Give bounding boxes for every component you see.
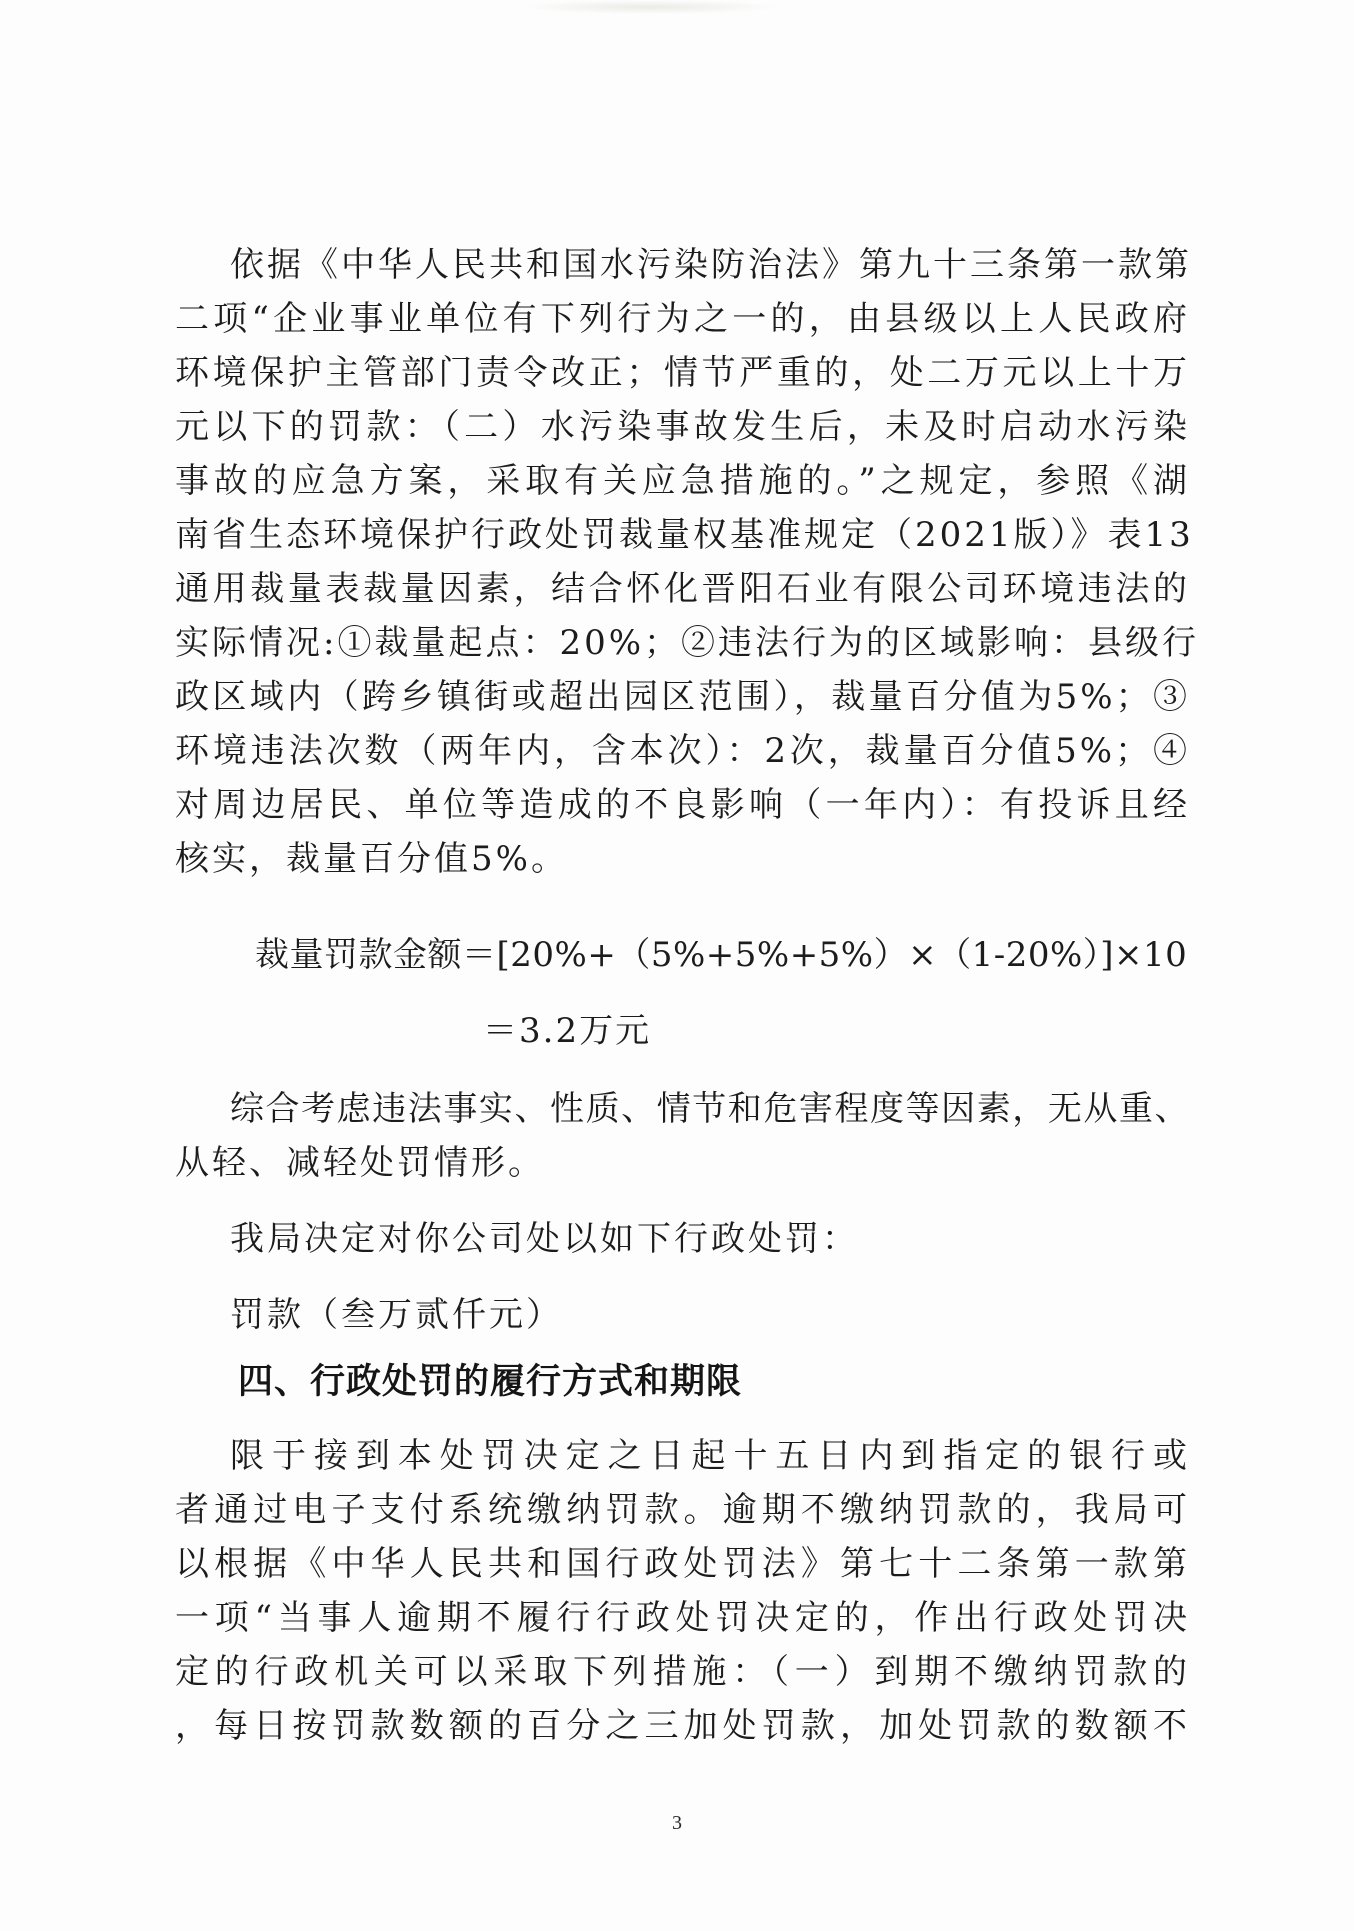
- paragraph-3-line-2: 者通过电子支付系统缴纳罚款。逾期不缴纳罚款的，我局可: [175, 1490, 1190, 1530]
- paragraph-1-line-12: 核实，裁量百分值5%。: [175, 839, 568, 879]
- section-4-heading: 四、行政处罚的履行方式和期限: [238, 1362, 743, 1402]
- decision-intro: 我局决定对你公司处以如下行政处罚：: [230, 1219, 859, 1259]
- penalty-line: 罚款（叁万贰仟元）: [230, 1295, 563, 1335]
- page-number: 3: [672, 1812, 682, 1834]
- paragraph-3-line-4: 一项“当事人逾期不履行行政处罚决定的，作出行政处罚决: [175, 1598, 1190, 1638]
- paragraph-1-line-4: 元以下的罚款：（二）水污染事故发生后，未及时启动水污染: [175, 407, 1190, 447]
- paragraph-3-line-1: 限于接到本处罚决定之日起十五日内到指定的银行或: [230, 1436, 1190, 1476]
- paragraph-1-line-10: 环境违法次数（两年内，含本次）：2次，裁量百分值5%；④: [175, 731, 1190, 771]
- paragraph-1-line-1: 依据《中华人民共和国水污染防治法》第九十三条第一款第: [230, 245, 1192, 285]
- paragraph-3-line-3: 以根据《中华人民共和国行政处罚法》第七十二条第一款第: [175, 1544, 1190, 1584]
- paragraph-1-line-2: 二项“企业事业单位有下列行为之一的，由县级以上人民政府: [175, 299, 1190, 339]
- paragraph-3-line-5: 定的行政机关可以采取下列措施：（一）到期不缴纳罚款的: [175, 1652, 1190, 1692]
- paragraph-3-line-6: ，每日按罚款数额的百分之三加处罚款，加处罚款的数额不: [175, 1706, 1190, 1746]
- paragraph-1-line-6: 南省生态环境保护行政处罚裁量权基准规定（2021版）》表13: [175, 515, 1194, 555]
- paragraph-1-line-9: 政区域内（跨乡镇街或超出园区范围），裁量百分值为5%；③: [175, 677, 1190, 717]
- paragraph-2-line-1: 综合考虑违法事实、性质、情节和危害程度等因素，无从重、: [230, 1089, 1190, 1129]
- paragraph-1-line-11: 对周边居民、单位等造成的不良影响（一年内）：有投诉且经: [175, 785, 1190, 825]
- paragraph-2-line-2: 从轻、减轻处罚情形。: [175, 1143, 545, 1183]
- paragraph-1-line-5: 事故的应急方案，采取有关应急措施的。”之规定，参照《湖: [175, 461, 1190, 501]
- paragraph-1-line-3: 环境保护主管部门责令改正；情节严重的，处二万元以上十万: [175, 353, 1190, 393]
- formula-line-2: ＝3.2万元: [483, 1011, 652, 1051]
- formula-line-1: 裁量罚款金额＝[20%+（5%+5%+5%）×（1-20%）]×10: [255, 935, 1188, 975]
- paragraph-1-line-8: 实际情况:①裁量起点：20%；②违法行为的区域影响：县级行: [175, 623, 1200, 663]
- paragraph-1-line-7: 通用裁量表裁量因素，结合怀化晋阳石业有限公司环境违法的: [175, 569, 1190, 609]
